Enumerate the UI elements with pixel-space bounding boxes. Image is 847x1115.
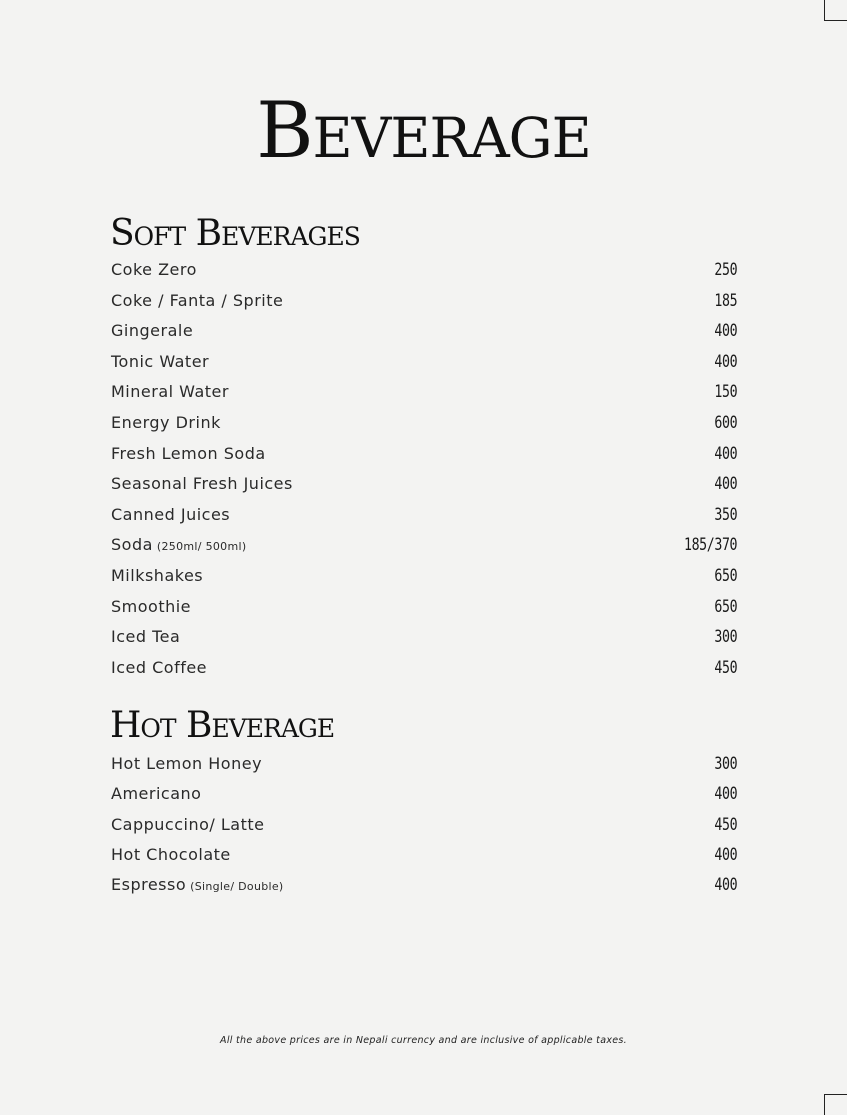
item-name-text: Mineral Water bbox=[111, 382, 229, 402]
menu-item bbox=[111, 627, 737, 658]
menu-item bbox=[111, 352, 737, 383]
item-name bbox=[111, 875, 284, 894]
item-name bbox=[111, 382, 229, 401]
menu-item bbox=[111, 291, 737, 322]
page-title: Beverage bbox=[256, 86, 591, 176]
item-price: 450 bbox=[714, 814, 737, 835]
item-name-text: Energy Drink bbox=[111, 412, 221, 432]
item-price: 450 bbox=[714, 657, 737, 678]
menu-item bbox=[111, 505, 737, 536]
item-price: 300 bbox=[714, 754, 737, 774]
item-name bbox=[111, 505, 230, 524]
item-name bbox=[111, 597, 191, 616]
item-name bbox=[111, 627, 180, 646]
item-price: 400 bbox=[714, 875, 737, 896]
item-name bbox=[111, 658, 207, 677]
item-name-text: Cappuccino/ Latte bbox=[111, 814, 265, 834]
item-name-text: Seasonal Fresh Juices bbox=[111, 474, 293, 494]
item-price: 400 bbox=[714, 351, 737, 372]
item-price: 650 bbox=[714, 596, 737, 617]
item-price: 250 bbox=[714, 260, 737, 280]
section-heading-hot-beverage: Hot Beverage bbox=[110, 705, 335, 746]
menu-item bbox=[111, 875, 737, 905]
hot-beverage-list bbox=[111, 754, 737, 905]
menu-item bbox=[111, 260, 737, 291]
item-size-note: (Single/ Double) bbox=[190, 880, 284, 894]
menu-item bbox=[111, 382, 737, 413]
soft-beverages-list bbox=[111, 260, 737, 688]
item-name-text: Gingerale bbox=[111, 321, 194, 341]
menu-item bbox=[111, 413, 737, 444]
item-name-text: Smoothie bbox=[111, 596, 192, 616]
item-name-text: Fresh Lemon Soda bbox=[111, 443, 266, 463]
item-name bbox=[111, 535, 246, 554]
item-name-text: Soda bbox=[111, 535, 153, 555]
item-name-text: Tonic Water bbox=[111, 351, 210, 371]
item-price: 350 bbox=[714, 504, 737, 525]
item-price: 650 bbox=[714, 565, 737, 586]
item-name bbox=[111, 260, 197, 279]
section-heading-soft-beverages: Soft Beverages bbox=[110, 213, 360, 254]
menu-item bbox=[111, 754, 737, 784]
crop-mark-bottom-right bbox=[824, 1094, 847, 1115]
menu-item bbox=[111, 474, 737, 505]
footnote: All the above prices are in Nepali currency and are inclusive of applicable taxes. bbox=[220, 1035, 627, 1046]
item-name bbox=[111, 444, 266, 463]
menu-item bbox=[111, 535, 737, 566]
menu-item bbox=[111, 321, 737, 352]
item-price: 600 bbox=[714, 412, 737, 433]
menu-item bbox=[111, 784, 737, 814]
item-name-text: Iced Coffee bbox=[111, 657, 208, 677]
item-name bbox=[111, 784, 201, 803]
item-name-text: Americano bbox=[111, 784, 202, 804]
item-name bbox=[111, 291, 283, 310]
item-price: 400 bbox=[714, 784, 737, 805]
menu-item bbox=[111, 444, 737, 475]
item-name-text: Espresso bbox=[111, 875, 187, 895]
item-price: 185 bbox=[714, 290, 737, 311]
menu-item bbox=[111, 658, 737, 689]
item-name bbox=[111, 352, 209, 371]
item-size-note: (250ml/ 500ml) bbox=[156, 540, 247, 554]
item-price: 400 bbox=[714, 474, 737, 495]
item-name bbox=[111, 845, 231, 864]
menu-item bbox=[111, 815, 737, 845]
item-price: 400 bbox=[714, 844, 737, 865]
item-name-text: Canned Juices bbox=[111, 504, 231, 524]
item-name-text: Milkshakes bbox=[111, 565, 204, 585]
item-name bbox=[111, 566, 203, 585]
item-price: 400 bbox=[714, 443, 737, 464]
item-price: 300 bbox=[714, 627, 737, 648]
item-name bbox=[111, 754, 262, 773]
item-name bbox=[111, 815, 264, 834]
menu-item bbox=[111, 566, 737, 597]
item-name-text: Hot Lemon Honey bbox=[111, 754, 263, 773]
item-name-text: Coke Zero bbox=[111, 260, 197, 279]
item-name bbox=[111, 321, 193, 340]
menu-item bbox=[111, 597, 737, 628]
crop-mark-top-right bbox=[824, 0, 847, 21]
item-name-text: Coke / Fanta / Sprite bbox=[111, 290, 284, 310]
item-name-text: Hot Chocolate bbox=[111, 844, 231, 864]
item-name bbox=[111, 413, 221, 432]
item-name-text: Iced Tea bbox=[111, 627, 181, 647]
item-price: 150 bbox=[714, 382, 737, 403]
item-price: 185/370 bbox=[683, 535, 737, 556]
menu-item bbox=[111, 845, 737, 875]
item-price: 400 bbox=[714, 321, 737, 342]
item-name bbox=[111, 474, 293, 493]
